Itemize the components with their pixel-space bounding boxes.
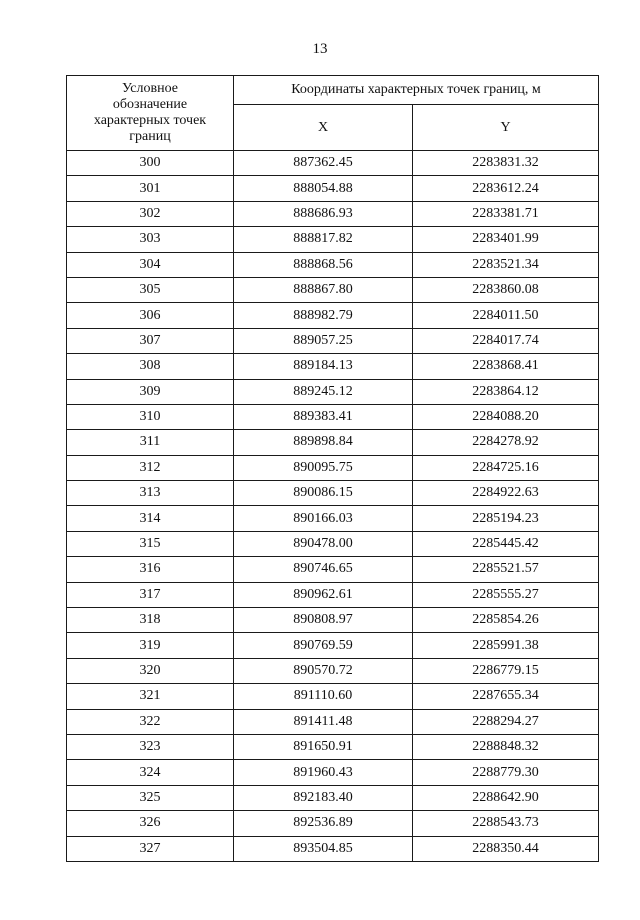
- point-header-line: характерных точек: [93, 113, 207, 128]
- y-coordinate-cell: 2283381.71: [413, 201, 599, 226]
- table-row: [67, 354, 599, 379]
- table-row: [67, 836, 599, 861]
- table-row: [67, 303, 599, 328]
- x-coordinate-cell: 888868.56: [234, 252, 413, 277]
- table-row: [67, 734, 599, 759]
- y-coordinate-cell: 2284017.74: [413, 328, 599, 353]
- point-cell: 313: [67, 481, 234, 506]
- table-row: [67, 785, 599, 810]
- x-coordinate-cell: 890962.61: [234, 582, 413, 607]
- table-body: [67, 151, 599, 862]
- y-coordinate-cell: 2284278.92: [413, 430, 599, 455]
- table-row: [67, 709, 599, 734]
- x-coordinate-cell: 890769.59: [234, 633, 413, 658]
- y-coordinate-cell: 2284725.16: [413, 455, 599, 480]
- table-row: [67, 455, 599, 480]
- table-row: [67, 684, 599, 709]
- point-cell: 309: [67, 379, 234, 404]
- y-coordinate-cell: 2285445.42: [413, 531, 599, 556]
- y-column-header: Y: [413, 105, 599, 151]
- y-coordinate-cell: 2283864.12: [413, 379, 599, 404]
- x-coordinate-cell: 889898.84: [234, 430, 413, 455]
- y-coordinate-cell: 2283401.99: [413, 227, 599, 252]
- x-coordinate-cell: 892183.40: [234, 785, 413, 810]
- coordinates-table: [66, 75, 599, 862]
- y-coordinate-cell: 2284088.20: [413, 404, 599, 429]
- x-coordinate-cell: 887362.45: [234, 151, 413, 176]
- y-coordinate-cell: 2286779.15: [413, 658, 599, 683]
- point-cell: 314: [67, 506, 234, 531]
- y-coordinate-cell: 2283521.34: [413, 252, 599, 277]
- y-coordinate-cell: 2284922.63: [413, 481, 599, 506]
- coordinates-group-header: Координаты характерных точек границ, м: [234, 76, 599, 105]
- table-row: [67, 582, 599, 607]
- point-cell: 305: [67, 277, 234, 302]
- y-coordinate-cell: 2288848.32: [413, 734, 599, 759]
- y-coordinate-cell: 2285194.23: [413, 506, 599, 531]
- y-coordinate-cell: 2285991.38: [413, 633, 599, 658]
- table-row: [67, 404, 599, 429]
- point-cell: 316: [67, 557, 234, 582]
- table-row: [67, 252, 599, 277]
- point-cell: 303: [67, 227, 234, 252]
- x-coordinate-cell: 891110.60: [234, 684, 413, 709]
- point-cell: 325: [67, 785, 234, 810]
- point-header-line: Условное: [122, 81, 178, 96]
- table-row: [67, 151, 599, 176]
- x-coordinate-cell: 891411.48: [234, 709, 413, 734]
- y-coordinate-cell: 2288543.73: [413, 811, 599, 836]
- x-coordinate-cell: 890095.75: [234, 455, 413, 480]
- table-row: [67, 227, 599, 252]
- x-column-header: X: [234, 105, 413, 151]
- point-cell: 321: [67, 684, 234, 709]
- y-coordinate-cell: 2285854.26: [413, 608, 599, 633]
- point-cell: 319: [67, 633, 234, 658]
- table-row: [67, 633, 599, 658]
- x-coordinate-cell: 889383.41: [234, 404, 413, 429]
- y-coordinate-cell: 2288350.44: [413, 836, 599, 861]
- x-coordinate-cell: 890166.03: [234, 506, 413, 531]
- y-coordinate-cell: 2288642.90: [413, 785, 599, 810]
- y-coordinate-cell: 2288294.27: [413, 709, 599, 734]
- table-row: [67, 811, 599, 836]
- y-coordinate-cell: 2287655.34: [413, 684, 599, 709]
- x-coordinate-cell: 890570.72: [234, 658, 413, 683]
- table-row: [67, 481, 599, 506]
- point-cell: 317: [67, 582, 234, 607]
- y-coordinate-cell: 2284011.50: [413, 303, 599, 328]
- x-coordinate-cell: 893504.85: [234, 836, 413, 861]
- table-row: [67, 379, 599, 404]
- x-coordinate-cell: 890746.65: [234, 557, 413, 582]
- point-cell: 326: [67, 811, 234, 836]
- point-cell: 315: [67, 531, 234, 556]
- point-cell: 312: [67, 455, 234, 480]
- x-coordinate-cell: 888867.80: [234, 277, 413, 302]
- x-coordinate-cell: 888686.93: [234, 201, 413, 226]
- point-cell: 322: [67, 709, 234, 734]
- table-row: [67, 557, 599, 582]
- x-coordinate-cell: 890808.97: [234, 608, 413, 633]
- point-cell: 310: [67, 404, 234, 429]
- table-header: [67, 76, 599, 151]
- point-designation-header: [67, 76, 234, 151]
- y-coordinate-cell: 2283831.32: [413, 151, 599, 176]
- table-row: [67, 430, 599, 455]
- x-coordinate-cell: 888982.79: [234, 303, 413, 328]
- x-coordinate-cell: 888817.82: [234, 227, 413, 252]
- table-row: [67, 201, 599, 226]
- point-cell: 307: [67, 328, 234, 353]
- y-coordinate-cell: 2283612.24: [413, 176, 599, 201]
- point-cell: 327: [67, 836, 234, 861]
- y-coordinate-cell: 2283860.08: [413, 277, 599, 302]
- point-cell: 302: [67, 201, 234, 226]
- point-cell: 318: [67, 608, 234, 633]
- point-cell: 323: [67, 734, 234, 759]
- x-coordinate-cell: 889184.13: [234, 354, 413, 379]
- point-header-line: обозначение: [112, 97, 188, 112]
- table-row: [67, 658, 599, 683]
- y-coordinate-cell: 2283868.41: [413, 354, 599, 379]
- point-cell: 308: [67, 354, 234, 379]
- y-coordinate-cell: 2288779.30: [413, 760, 599, 785]
- x-coordinate-cell: 892536.89: [234, 811, 413, 836]
- table-row: [67, 176, 599, 201]
- x-coordinate-cell: 891650.91: [234, 734, 413, 759]
- point-header-line: границ: [129, 129, 171, 144]
- point-cell: 324: [67, 760, 234, 785]
- table-row: [67, 531, 599, 556]
- x-coordinate-cell: 890086.15: [234, 481, 413, 506]
- x-coordinate-cell: 891960.43: [234, 760, 413, 785]
- table-row: [67, 328, 599, 353]
- y-coordinate-cell: 2285521.57: [413, 557, 599, 582]
- point-cell: 320: [67, 658, 234, 683]
- page-number: 13: [312, 41, 328, 57]
- point-cell: 301: [67, 176, 234, 201]
- point-cell: 311: [67, 430, 234, 455]
- point-cell: 306: [67, 303, 234, 328]
- point-cell: 304: [67, 252, 234, 277]
- x-coordinate-cell: 890478.00: [234, 531, 413, 556]
- table-row: [67, 608, 599, 633]
- y-coordinate-cell: 2285555.27: [413, 582, 599, 607]
- x-coordinate-cell: 888054.88: [234, 176, 413, 201]
- table-row: [67, 277, 599, 302]
- x-coordinate-cell: 889245.12: [234, 379, 413, 404]
- point-cell: 300: [67, 151, 234, 176]
- table-row: [67, 760, 599, 785]
- table-row: [67, 506, 599, 531]
- x-coordinate-cell: 889057.25: [234, 328, 413, 353]
